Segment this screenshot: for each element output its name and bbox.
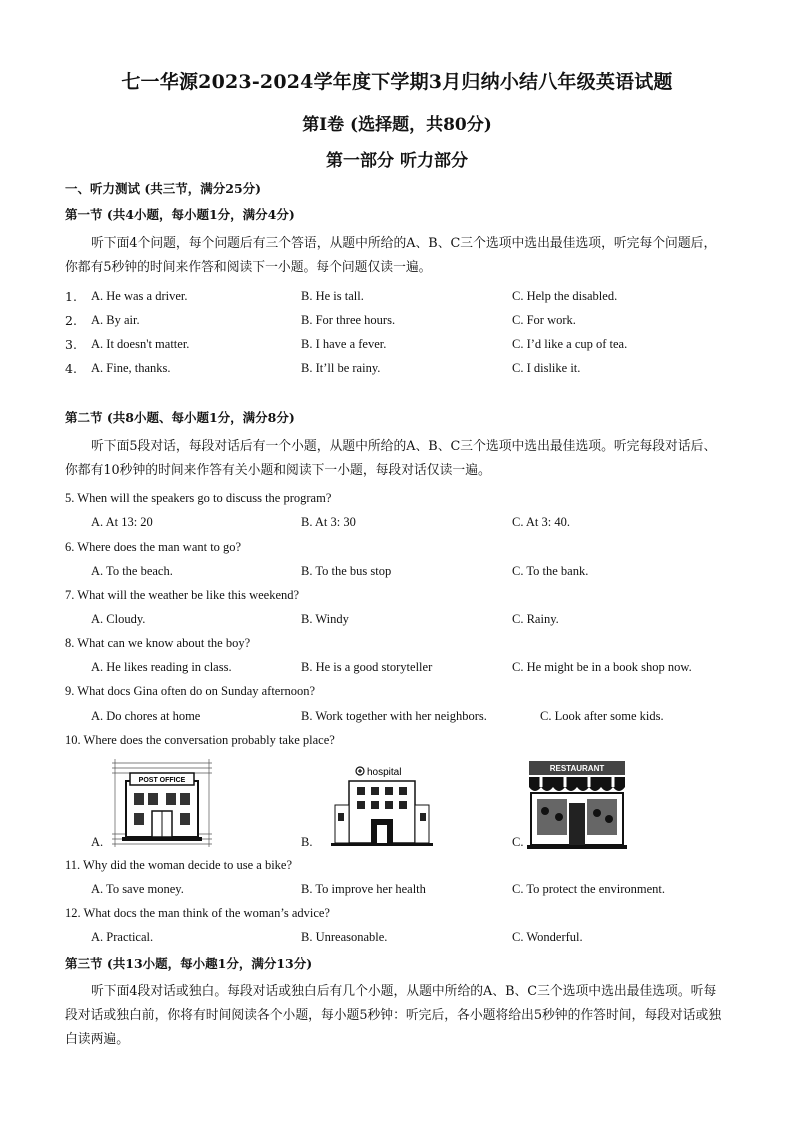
restaurant-picture (525, 759, 629, 851)
option-a: A. At 13: 20 (91, 515, 153, 529)
option-a: A. Practical. (91, 930, 154, 944)
option-b: B. To improve her health (301, 882, 426, 896)
section3-heading: 第三节 (共13小题，每小趣1分，满分13分) (65, 956, 313, 971)
option-c: C. At 3: 40. (512, 515, 570, 529)
option-a: A. He was a driver. (91, 289, 188, 303)
option-a-letter: A. (91, 835, 104, 849)
option-b: B. To the bus stop (301, 564, 392, 578)
option-c: C. For work. (512, 313, 576, 327)
option-a: A. By air. (91, 313, 140, 327)
option-b: B. He is a good storyteller (301, 660, 433, 674)
option-a: A. To the beach. (91, 564, 173, 578)
option-c: C. Rainy. (512, 612, 559, 626)
hospital-sign: hospital (367, 767, 402, 778)
option-c: C. Look after some kids. (540, 709, 664, 723)
option-c: C. Help the disabled. (512, 289, 618, 303)
listening-heading: 一、听力测试 (共三节，满分25分) (65, 181, 262, 196)
exam-page: 七一华源2023-2024学年度下学期3月归纳小结八年级英语试题 第Ⅰ卷 (选择题，共80分) 第一部分 听力部分 一、听力测试 (共三节，满分25分) 第一节 (共4小题，每小题1分，满分4分) 听下面4个问题，每个问题后有三个答语，从题中所给的A、B、C三个选项中选出最佳选项，听完每个问题后，你都有5秒钟的时间来作答和阅读下一小题。每个问题仅读一遍。 1. A. He was a driver. B. He is tall. C. Help the disabled. 2. A. By air. B. For three hours. C. For work. 3. A. It doesn't matter. B. I have a fever. C. I’d like a cup of tea. 4. A. Fine, thanks. B. It’ll be rainy. C. I dislike it. 第二节 (共8小题、每小题1分，满分8分) 听下面5段对话，每段对话后有一个小题，从题中所给的A、B、C三个选项中选出最佳选项。听完每段对话后、你都有10秒钟的时间来作答有关小题和阅读下一小题，每段对话仅读一遍。 5. When will the speakers go to discuss the program? A. At 13: 20 B. At 3: 30 C. At 3: 40. 6. Where does the man want to go? A. To the beach. B. To the bus stop C. To the bank. 7. What will the weather be like this weekend? A. Cloudy. B. Windy C. Rainy. 8. What can we know about the boy? A. He likes reading in class. B. He is a good storyteller C. He might be in a book shop now. 9. What docs Gina often do on Sunday afternoon? A. Do chores at home B. Work together with her neighbors. C. Look after some kids. 10. Where does the conversation probably take place? A. POST OFFICE B. hospital C. RESTAURANT 11. Why did the woman decide to use a bike? A. To save money. B. To improve her health C. To protect the environment. 12. What docs the man think of the woman’s advice? A. Practical. B. Unreasonable. C. Wonderful. 第三节 (共13小题，每小趣1分，满分13分) 听下面4段对话或独白。每段对话或独白后有几个小题，从题中所给的A、B、C三个选项中选出最佳选项。听每段对话或独白前，你将有时间阅读各个小题，每小题5秒钟：听完后，各小题将给出5秒钟的作答时间，每段对话或独白读两遍。 (0, 0, 794, 1123)
option-c: C. He might be in a book shop now. (512, 660, 692, 674)
section2-heading: 第二节 (共8小题、每小题1分，满分8分) (65, 410, 295, 425)
option-b: B. I have a fever. (301, 337, 387, 351)
option-b: B. It’ll be rainy. (301, 361, 381, 375)
post-office-sign: POST OFFICE (138, 777, 186, 784)
option-a: A. He likes reading in class. (91, 660, 232, 674)
option-b: B. Unreasonable. (301, 930, 388, 944)
option-b: B. He is tall. (301, 289, 364, 303)
post-office-picture (112, 759, 212, 847)
option-c: C. I’d like a cup of tea. (512, 337, 628, 351)
question-text: 7. What will the weather be like this weekend? (65, 588, 300, 602)
question-text: 10. Where does the conversation probably take place? (65, 733, 335, 747)
question-text: 12. What docs the man think of the woman’s advice? (65, 906, 330, 920)
question-text: 11. Why did the woman decide to use a bike? (65, 858, 293, 872)
restaurant-sign: RESTAURANT (549, 764, 605, 773)
question-text: 9. What docs Gina often do on Sunday afternoon? (65, 684, 316, 698)
option-a: A. Fine, thanks. (91, 361, 171, 375)
exam-title: 七一华源2023-2024学年度下学期3月归纳小结八年级英语试题 (121, 71, 673, 93)
question-text: 6. Where does the man want to go? (65, 540, 242, 554)
section1-instructions: 听下面4个问题，每个问题后有三个答语，从题中所给的A、B、C三个选项中选出最佳选项，听完每个问题后，你都有5秒钟的时间来作答和阅读下一小题。每个问题仅读一遍。 (65, 236, 717, 275)
option-a: A. Do chores at home (91, 709, 201, 723)
option-b: B. At 3: 30 (301, 515, 356, 529)
option-c: C. To protect the environment. (512, 882, 666, 896)
question-text: 5. When will the speakers go to discuss the program? (65, 491, 332, 505)
option-a: A. It doesn't matter. (91, 337, 190, 351)
option-b: B. Windy (301, 612, 349, 626)
part-heading: 第一部分 听力部分 (326, 151, 468, 171)
option-c: C. Wonderful. (512, 930, 583, 944)
option-a: A. Cloudy. (91, 612, 146, 626)
option-c: C. I dislike it. (512, 361, 581, 375)
option-b: B. Work together with her neighbors. (301, 709, 487, 723)
section3-instructions: 听下面4段对话或独白。每段对话或独白后有几个小题，从题中所给的A、B、C三个选项中选出最佳选项。听每段对话或独白前，你将有时间阅读各个小题，每小题5秒钟：听完后，各小题将给出5秒钟的作答时间，每段对话或独白读两遍。 (65, 984, 722, 1047)
hospital-picture (327, 763, 437, 849)
option-b-letter: B. (301, 835, 313, 849)
option-c: C. To the bank. (512, 564, 589, 578)
option-c-letter: C. (512, 835, 524, 849)
volume-heading: 第Ⅰ卷 (选择题，共80分) (302, 115, 492, 135)
question-text: 8. What can we know about the boy? (65, 636, 251, 650)
section2-instructions: 听下面5段对话，每段对话后有一个小题，从题中所给的A、B、C三个选项中选出最佳选项。听完每段对话后、你都有10秒钟的时间来作答有关小题和阅读下一小题，每段对话仅读一遍。 (65, 439, 717, 478)
option-a: A. To save money. (91, 882, 184, 896)
section1-heading: 第一节 (共4小题，每小题1分，满分4分) (65, 207, 295, 222)
option-b: B. For three hours. (301, 313, 396, 327)
